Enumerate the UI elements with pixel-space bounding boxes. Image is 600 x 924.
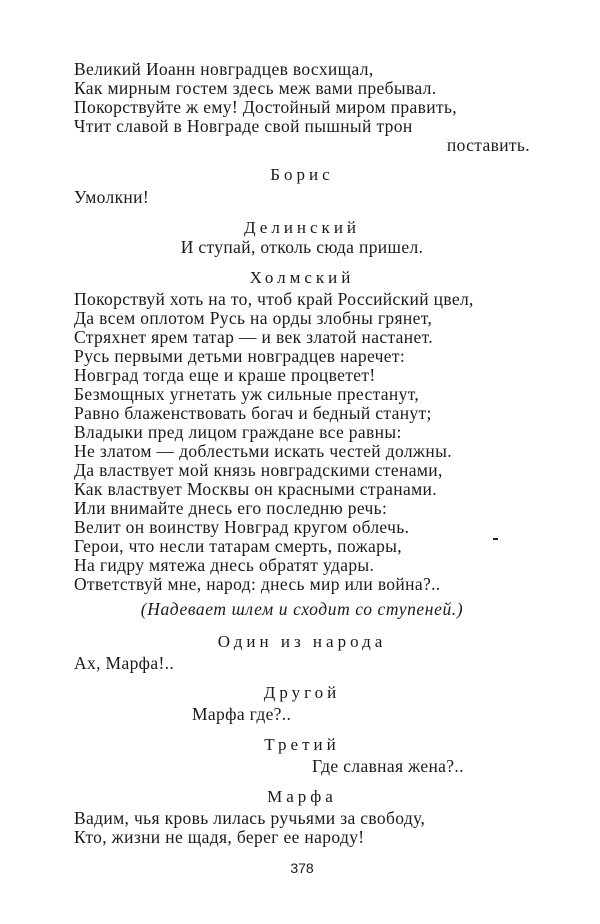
verse-line: Да всем оплотом Русь на орды злобны грянет, [74,308,433,328]
verse-line: Не златом — доблестьми искать честей должны. [74,441,452,461]
page-number: 378 [290,860,314,876]
speaker-name: Третий [264,735,340,754]
verse-line: Или внимайте днесь его последню речь: [74,498,388,518]
speaker-name: Делинский [243,218,361,237]
verse-line: Владыки пред лицом граждане все равны: [74,422,402,442]
speaker-name: Холмский [249,268,355,287]
speaker-name: Борис [270,165,334,184]
verse-line: Герои, что несли татарам смерть, пожары, [74,536,403,556]
verse-line: Кто, жизни не щадя, берег ее народу! [74,827,365,847]
verse-line: Да властвует мой князь новградскими стенами, [74,460,443,480]
verse-line: Как мирным гостем здесь меж вами пребывал. [74,78,437,98]
verse-line: Ах, Марфа!.. [74,653,175,673]
verse-line: Чтит славой в Новграде свой пышный трон [74,116,413,136]
verse-line: Ответствуй мне, народ: днесь мир или война?.. [74,574,441,594]
verse-line: Русь первыми детьми новградцев наречет: [74,346,406,366]
verse-line: И ступай, отколь сюда пришел. [180,237,424,257]
verse-line: Марфа где?.. [192,704,292,724]
verse-line: Великий Иоанн новградцев восхищал, [74,59,374,79]
verse-line: Безмощных угнетать уж сильные престанут, [74,384,420,404]
verse-line: На гидру мятежа днесь обратят удары. [74,555,375,575]
verse-line: Новград тогда еще и краше процветет! [74,365,376,385]
verse-line: Покорствуйте ж ему! Достойный миром править, [74,97,458,117]
verse-line: Умолкни! [74,187,150,207]
verse-line-continuation: поставить. [446,135,530,155]
verse-line: Стряхнет ярем татар — и век златой настанет. [74,327,434,347]
verse-line: Вадим, чья кровь лилась ручьями за свободу, [74,808,426,828]
verse-line: Равно блаженствовать богач и бедный станут; [74,403,432,423]
verse-line: Где славная жена?.. [312,756,464,776]
verse-line: Велит он воинству Новград кругом облечь. [74,517,410,537]
stage-direction: (Надевает шлем и сходит со ступеней.) [140,599,464,619]
verse-line: Как властвует Москвы он красными странами. [74,479,437,499]
print-mark [493,538,498,540]
speaker-name: Один из народа [217,632,387,651]
speaker-name: Марфа [267,787,337,806]
verse-line: Покорствуй хоть на то, чтоб край Российский цвел, [74,289,474,309]
speaker-name: Другой [263,683,341,702]
